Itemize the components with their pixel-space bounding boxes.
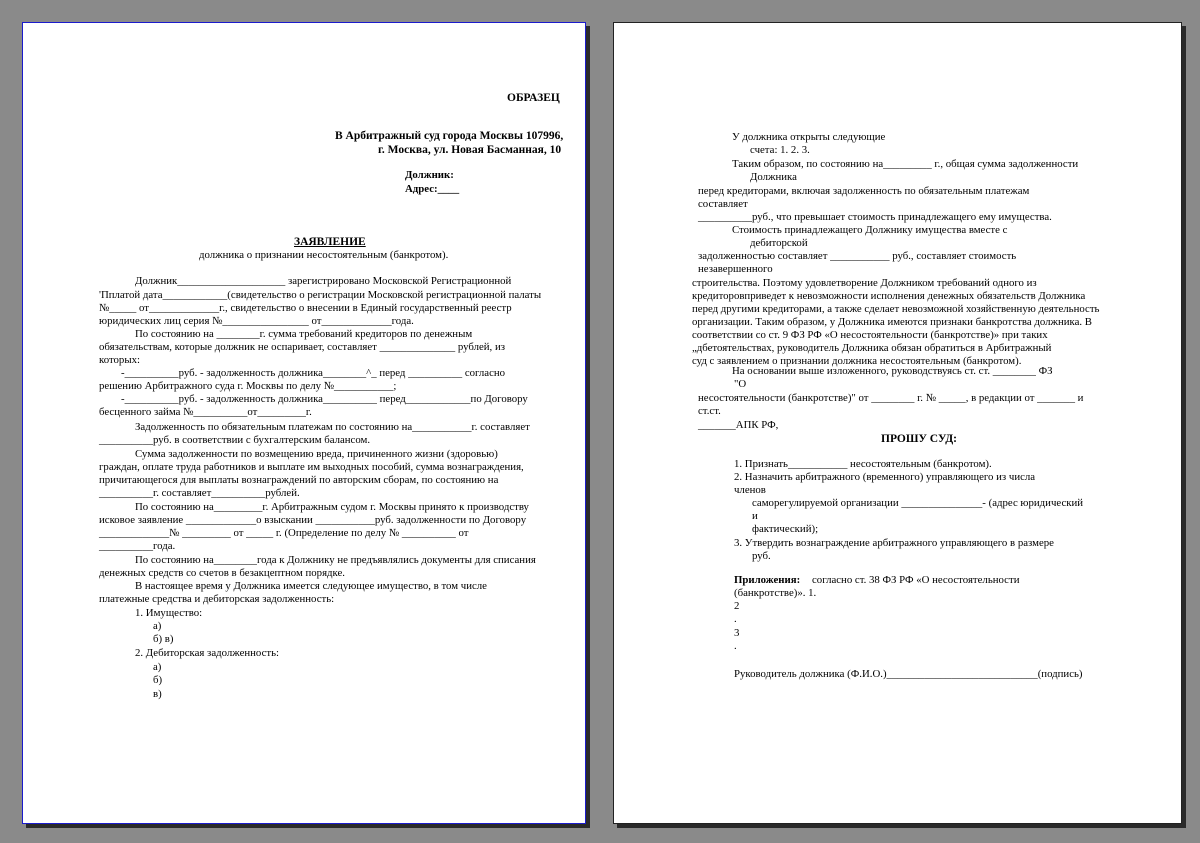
text-line: перед кредиторами, включая задолженность по обязательным платежам xyxy=(698,185,1030,197)
text-line: ПРОШУ СУД: xyxy=(881,433,957,445)
text-line: _______АПК РФ, xyxy=(698,419,779,431)
text-line: -__________руб. - задолженность должника________^_ перед __________ согласно xyxy=(121,367,506,379)
document-page-1 xyxy=(22,22,586,824)
text-line: . xyxy=(734,640,737,652)
text-line: Таким образом, по состоянию на_________ г., общая сумма задолженности xyxy=(732,158,1079,170)
text-line: Должник: xyxy=(405,169,454,181)
text-line: 2 xyxy=(734,600,740,612)
text-line: в) xyxy=(153,688,162,700)
text-line: исковое заявление _____________о взыскании ___________руб. задолженности по Договору xyxy=(99,514,527,526)
text-line: У должника открыты следующие xyxy=(732,131,886,143)
text-line: перед другими кредиторами, а также сделает невозможной хозяйственную деятельность xyxy=(692,303,1100,315)
text-line: ЗАЯВЛЕНИЕ xyxy=(294,236,366,248)
text-line: 3 xyxy=(734,627,740,639)
text-line: (банкротстве)». 1. xyxy=(734,587,817,599)
text-line: 3. Утвердить вознаграждение арбитражного управляющего в размере xyxy=(734,537,1054,549)
text-line: __________г. составляет__________рублей. xyxy=(99,487,300,499)
text-line: и xyxy=(752,510,758,522)
text-line: руб. xyxy=(752,550,771,562)
text-line: дебиторской xyxy=(750,237,808,249)
text-line: составляет xyxy=(698,198,748,210)
text-line: задолженностью составляет ___________ руб., составляет стоимость xyxy=(698,250,1017,262)
text-line: платежные средства и дебиторская задолженность: xyxy=(99,593,335,605)
appendix-label: Приложения: xyxy=(734,574,801,586)
text-line: б) xyxy=(153,674,163,686)
text-line: организации. Таким образом, у Должника имеются признаки банкротства должника. В xyxy=(692,316,1092,328)
text-line: 2. Дебиторская задолженность: xyxy=(135,647,280,659)
text-line: В Арбитражный суд города Москвы 107996, xyxy=(335,130,564,142)
text-line: В настоящее время у Должника имеется следующее имущество, в том числе xyxy=(135,580,487,592)
text-line: бесценного займа №__________от_________г. xyxy=(99,406,312,418)
document-page-2 xyxy=(613,22,1182,824)
text-line: счета: 1. 2. 3. xyxy=(750,144,810,156)
text-line: согласно ст. 38 ФЗ РФ «О несостоятельности xyxy=(812,574,1020,586)
text-line: №_____ от_____________г., свидетельство о внесении в Единый государственный реестр xyxy=(99,302,512,314)
text-line: фактический); xyxy=(752,523,819,535)
text-line: Сумма задолженности по возмещению вреда, причиненного жизни (здоровью) xyxy=(135,448,498,460)
text-line: причитающегося для выплаты вознаграждений по авторским сборам, по состоянию на xyxy=(99,474,499,486)
text-line: -__________руб. - задолженность должника__________ перед____________по Договору xyxy=(121,393,528,405)
text-line: ст.ст. xyxy=(698,405,721,417)
text-line: обязательствам, которые должник не оспаривает, составляет ______________ рублей, из xyxy=(99,341,505,353)
text-line: саморегулируемой организации _______________- (адрес юридический xyxy=(752,497,1084,509)
text-line: „дбетоятельствах, руководитель Должника обязан обратиться в Арбитражный xyxy=(692,342,1052,354)
text-line: ОБРАЗЕЦ xyxy=(507,92,560,104)
text-line: Руководитель должника (Ф.И.О.)____________________________(подпись) xyxy=(734,668,1083,680)
text-line: юридических лиц серия №________________ от_____________года. xyxy=(99,315,414,327)
text-line: _____________№ _________ от _____ г. (Определение по делу № __________ от xyxy=(99,527,469,539)
text-line: незавершенного xyxy=(698,263,773,275)
text-line: __________руб. в соответствии с бухгалтерским балансом. xyxy=(99,434,371,446)
text-line: денежных средств со счетов в безакцептном порядке. xyxy=(99,567,345,579)
text-line: граждан, оплате труда работников и выплате им выходных пособий, сумма вознаграждения, xyxy=(99,461,524,473)
text-line: 1. Имущество: xyxy=(135,607,203,619)
text-line: б) в) xyxy=(153,633,174,645)
text-line: 2. Назначить арбитражного (временного) управляющего из числа xyxy=(734,471,1036,483)
text-line: . xyxy=(734,613,737,625)
text-line: По состоянию на ________г. сумма требований кредиторов по денежным xyxy=(135,328,473,340)
text-line: несостоятельности (банкротстве)" от ________ г. № _____, в редакции от _______ и xyxy=(698,392,1084,404)
text-line: г. Москва, ул. Новая Басманная, 10 xyxy=(378,144,562,156)
text-line: Должник____________________ зарегистрировано Московской Регистрационной xyxy=(135,275,512,287)
text-line: Адрес:____ xyxy=(405,183,460,195)
text-line: __________руб., что превышает стоимость принадлежащего ему имущества. xyxy=(698,211,1052,223)
text-line: "О xyxy=(734,378,747,390)
text-line: На основании выше изложенного, руководствуясь ст. ст. ________ ФЗ xyxy=(732,365,1053,377)
text-line: суд с заявлением о признании должника несостоятельным (банкротом). xyxy=(692,355,1022,367)
text-line: членов xyxy=(734,484,766,496)
text-line: По состоянию на________года к Должнику не предъявлялись документы для списания xyxy=(135,554,536,566)
text-line: Задолженность по обязательным платежам по состоянию на___________г. составляет xyxy=(135,421,530,433)
text-line: Стоимость принадлежащего Должнику имущества вместе с xyxy=(732,224,1008,236)
text-line: По состоянию на_________г. Арбитражным судом г. Москвы принято к производству xyxy=(135,501,529,513)
text-line: кредиторовприведет к невозможности исполнения денежных обязательств Должника xyxy=(692,290,1086,302)
text-line: которых: xyxy=(99,354,140,366)
text-line: 'Пплатой дата____________(свидетельство о регистрации Московской регистрационной палаты xyxy=(99,289,542,301)
text-line: соответствии со ст. 9 ФЗ РФ «О несостоятельности (банкротстве)» при таких xyxy=(692,329,1048,341)
text-line: __________года. xyxy=(99,540,176,552)
text-line: Должника xyxy=(750,171,797,183)
text-line: решению Арбитражного суда г. Москвы по делу №___________; xyxy=(99,380,397,392)
text-line: строительства. Поэтому удовлетворение Должником требований одного из xyxy=(692,277,1037,289)
text-line: а) xyxy=(153,620,162,632)
text-line: 1. Признать___________ несостоятельным (банкротом). xyxy=(734,458,992,470)
text-line: а) xyxy=(153,661,162,673)
text-line: должника о признании несостоятельным (банкротом). xyxy=(199,249,449,261)
